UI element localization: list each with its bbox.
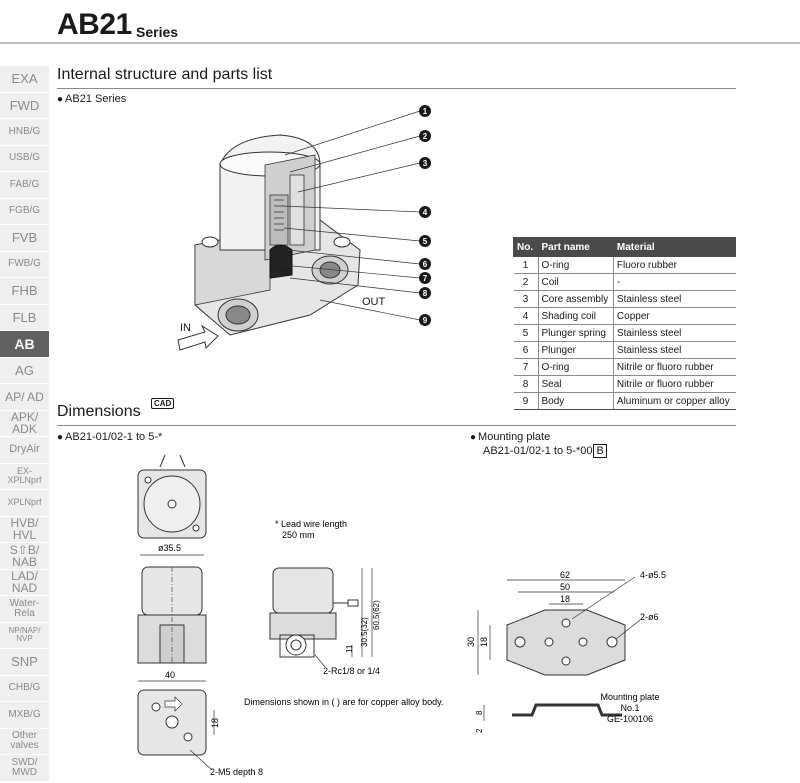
- cad-download-icon[interactable]: CAD: [151, 398, 174, 409]
- sidebar-item-s-b-nab[interactable]: S⇧B/ NAB: [0, 543, 49, 570]
- dim-diameter: ø35.5: [158, 543, 182, 553]
- part-name: Plunger spring: [538, 325, 613, 342]
- mounting-plate-model: [483, 445, 607, 457]
- sidebar-item-ab[interactable]: AB: [0, 331, 49, 358]
- parts-table-row: [514, 359, 736, 376]
- sidebar-item-hvb-hvl[interactable]: HVB/ HVL: [0, 517, 49, 544]
- sidebar-item-usb-g[interactable]: USB/G: [0, 146, 49, 173]
- part-number: 8: [514, 376, 539, 393]
- sidebar-item-fwb-g[interactable]: FWB/G: [0, 252, 49, 279]
- dim-8: 8: [475, 710, 484, 715]
- part-material: Fluoro rubber: [613, 257, 735, 274]
- column-header-material: Material: [613, 238, 735, 257]
- parts-table: [513, 237, 736, 410]
- part-material: Stainless steel: [613, 325, 735, 342]
- part-name: O-ring: [538, 359, 613, 376]
- part-material: Nitrile or fluoro rubber: [613, 376, 735, 393]
- part-name: Plunger: [538, 342, 613, 359]
- sidebar-item-fab-g[interactable]: FAB/G: [0, 172, 49, 199]
- sidebar-item-fhb[interactable]: FHB: [0, 278, 49, 305]
- parts-table-row: [514, 257, 736, 274]
- mounting-plate-caption-1: Mounting plate: [600, 692, 660, 702]
- part-name: Coil: [538, 274, 613, 291]
- parts-table-row: [514, 393, 736, 410]
- sidebar-item-ap-ad[interactable]: AP/ AD: [0, 384, 49, 411]
- column-header-part-name: Part name: [538, 238, 613, 257]
- dim-2: 2: [475, 728, 484, 733]
- sidebar-item-flb[interactable]: FLB: [0, 305, 49, 332]
- callout-number: 1: [422, 107, 428, 116]
- part-name: Core assembly: [538, 291, 613, 308]
- parts-table-row: [514, 376, 736, 393]
- parts-table-row: [514, 325, 736, 342]
- parts-table-row: [514, 274, 736, 291]
- sidebar-item-chb-g[interactable]: CHB/G: [0, 676, 49, 703]
- parts-table-row: [514, 342, 736, 359]
- hole-4-label: 4-ø5.5: [640, 570, 667, 580]
- dim-40: 40: [165, 670, 176, 680]
- sidebar-item-lad-nad[interactable]: LAD/ NAD: [0, 570, 49, 597]
- part-material: Copper: [613, 308, 735, 325]
- part-name: Shading coil: [538, 308, 613, 325]
- part-material: Nitrile or fluoro rubber: [613, 359, 735, 376]
- sidebar-item-fwd[interactable]: FWD: [0, 93, 49, 120]
- dim-50: 50: [560, 582, 571, 592]
- header-rule: [0, 42, 800, 44]
- sidebar-item-snp[interactable]: SNP: [0, 649, 49, 676]
- callout-number: 2: [422, 132, 428, 141]
- mounting-plate-title: ● Mounting plate: [470, 431, 550, 443]
- sidebar-item-dryair[interactable]: DryAir: [0, 437, 49, 464]
- sidebar-item-ag[interactable]: AG: [0, 358, 49, 385]
- dim-30: 30: [466, 636, 476, 647]
- sidebar-item-swd-mwd[interactable]: SWD/ MWD: [0, 755, 49, 782]
- dim-60-5: 60.5(62): [372, 600, 381, 630]
- internal-structure-heading: Internal structure and parts list: [57, 66, 273, 83]
- sidebar-item-water-rela[interactable]: Water- Rela: [0, 596, 49, 623]
- part-number: 3: [514, 291, 539, 308]
- lead-note-2: 250 mm: [282, 530, 315, 540]
- series-title: AB21: [57, 8, 132, 41]
- part-material: -: [613, 274, 735, 291]
- part-number: 1: [514, 257, 539, 274]
- callout-number: 3: [422, 159, 428, 168]
- sidebar-item-fvb[interactable]: FVB: [0, 225, 49, 252]
- cutaway-illustration: [170, 100, 440, 370]
- dimensions-heading: Dimensions: [57, 403, 141, 420]
- callout-number: 9: [422, 316, 428, 325]
- section-rule: [57, 425, 736, 426]
- page-header: [0, 0, 800, 46]
- part-name: Seal: [538, 376, 613, 393]
- internal-structure-subtitle: ● AB21 Series: [57, 93, 126, 105]
- callout-number: 4: [422, 208, 428, 217]
- callout-number: 6: [422, 260, 428, 269]
- valve-dimension-drawing: [120, 445, 480, 783]
- sidebar-item-apk-adk[interactable]: APK/ ADK: [0, 411, 49, 438]
- parts-table-row: [514, 308, 736, 325]
- parts-table-row: [514, 291, 736, 308]
- part-number: 9: [514, 393, 539, 410]
- out-label: OUT: [362, 296, 386, 308]
- part-number: 5: [514, 325, 539, 342]
- sidebar-item-xplnprf[interactable]: XPLNprf: [0, 490, 49, 517]
- hole-2-label: 2-ø6: [640, 612, 659, 622]
- part-material: Aluminum or copper alloy: [613, 393, 735, 410]
- part-number: 4: [514, 308, 539, 325]
- callout-number: 8: [422, 289, 428, 298]
- sidebar-item-ex-xplnprf[interactable]: EX- XPLNprf: [0, 464, 49, 491]
- sidebar-item-np-nap-nvp[interactable]: NP/NAP/ NVP: [0, 623, 49, 650]
- part-name: Body: [538, 393, 613, 410]
- in-label: IN: [180, 322, 191, 334]
- callout-number: 7: [422, 274, 428, 283]
- part-number: 7: [514, 359, 539, 376]
- lead-note-1: * Lead wire length: [275, 519, 348, 529]
- mounting-plate-model-prefix: AB21-01/02-1 to 5-*00: [483, 445, 593, 457]
- mounting-plate-model-boxed: B: [593, 444, 606, 458]
- dim-18: 18: [210, 717, 220, 728]
- dim-18v: 18: [479, 636, 489, 647]
- sidebar-item-mxb-g[interactable]: MXB/G: [0, 702, 49, 729]
- dimensions-model-label: ● AB21-01/02-1 to 5-*: [57, 431, 162, 443]
- sidebar-item-other-valves[interactable]: Other valves: [0, 729, 49, 756]
- sidebar-item-exa[interactable]: EXA: [0, 66, 49, 93]
- mounting-plate-caption-3: GE-100106: [606, 714, 654, 724]
- sidebar-item-hnb-g[interactable]: HNB/G: [0, 119, 49, 146]
- part-number: 2: [514, 274, 539, 291]
- section-rule: [57, 88, 736, 89]
- product-index-sidebar: [0, 66, 49, 783]
- dim-18h: 18: [560, 594, 571, 604]
- copper-note: Dimensions shown in ( ) are for copper alloy body.: [244, 697, 444, 707]
- column-header-no: No.: [514, 238, 539, 257]
- part-material: Stainless steel: [613, 342, 735, 359]
- part-name: O-ring: [538, 257, 613, 274]
- sidebar-item-fgb-g[interactable]: FGB/G: [0, 199, 49, 226]
- series-suffix: Series: [136, 24, 179, 40]
- part-material: Stainless steel: [613, 291, 735, 308]
- dim-11: 11: [345, 644, 354, 653]
- mounting-plate-drawing: [460, 565, 690, 745]
- parts-table-header-row: [514, 238, 736, 257]
- port-label: 2-Rc1/8 or 1/4: [323, 666, 381, 676]
- part-number: 6: [514, 342, 539, 359]
- mounting-plate-caption-2: No.1: [620, 703, 640, 713]
- callout-number: 5: [422, 237, 428, 246]
- dim-30-5: 30.5(32): [360, 617, 369, 647]
- dim-62: 62: [560, 570, 571, 580]
- m5-label: 2-M5 depth 8: [210, 767, 264, 777]
